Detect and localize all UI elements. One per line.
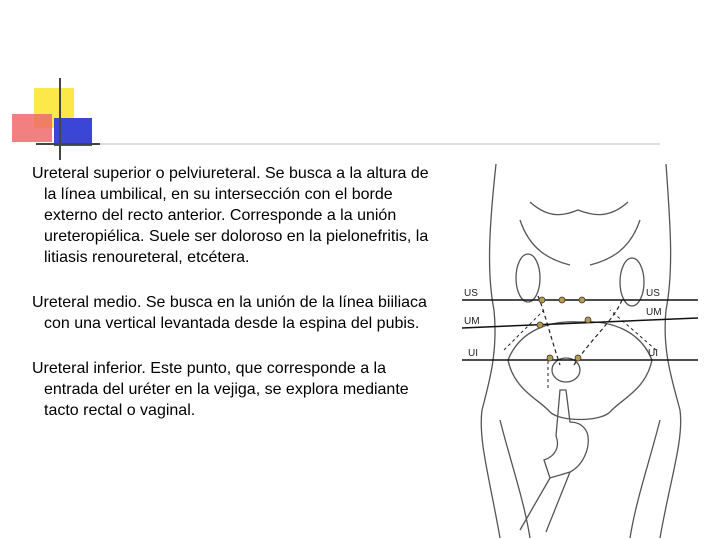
leg-right (630, 420, 660, 538)
paragraph-ureteral-inferior (32, 358, 432, 421)
torso-right-outline (660, 164, 681, 538)
examining-hand (544, 390, 588, 478)
point-um-right (585, 317, 591, 323)
term-ureteral-medio: Ureteral medio (32, 294, 137, 311)
label-us-right: US (646, 288, 660, 299)
level-line-um (462, 318, 698, 328)
ureter-left (538, 296, 560, 365)
label-us-left: US (464, 288, 478, 299)
red-square (12, 114, 52, 142)
chest-line (530, 202, 628, 215)
point-ui-left (547, 355, 553, 361)
label-ui-left: UI (468, 348, 478, 359)
label-um-right: UM (646, 307, 662, 318)
point-us-right (579, 297, 585, 303)
anatomy-figure (460, 160, 700, 540)
label-um-left: UM (464, 316, 480, 327)
torso-left-outline (481, 164, 500, 538)
point-um-left (537, 322, 543, 328)
paragraph-ureteral-superior (32, 163, 432, 268)
term-ureteral-inferior: Ureteral inferior (32, 360, 142, 377)
kidney-right (620, 258, 644, 306)
point-us-left (539, 297, 545, 303)
point-ui-right (575, 355, 581, 361)
body-ureteral-superior: . Se busca a la altura de la línea umbilical, en su intersección con el borde externo del recto anterior. Corresponde a la unión ureteropiélica. Suele ser doloroso en la pielonefritis, la litiasis renoureteral, etcétera. (44, 165, 429, 266)
body-ureteral-medio: . Se busca en la unión de la línea biiliaca con una vertical levantada desde la espina del pubis. (44, 294, 427, 332)
text-block (32, 163, 432, 445)
guide-left (504, 310, 544, 350)
kidney-left (516, 254, 540, 302)
ureter-right (574, 300, 622, 365)
ribcage-left (520, 220, 570, 265)
body-ureteral-inferior: . Este punto, que corresponde a la entrada del uréter en la vejiga, se explora mediante tacto rectal o vaginal. (44, 360, 409, 419)
label-ui-right: UI (648, 348, 658, 359)
term-ureteral-superior: Ureteral superior o pelviureteral (32, 165, 257, 182)
slide-decoration (0, 0, 720, 170)
paragraph-ureteral-medio (32, 292, 432, 334)
point-us-mid (559, 297, 565, 303)
